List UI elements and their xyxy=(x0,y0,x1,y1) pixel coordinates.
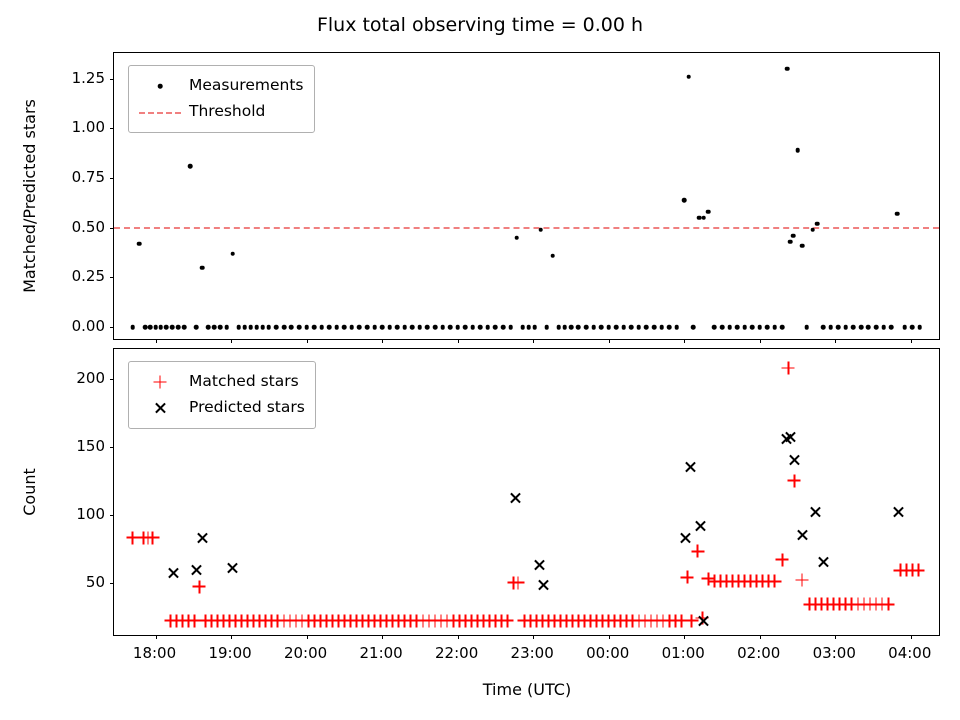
data-point xyxy=(395,325,400,330)
data-point xyxy=(557,325,562,330)
x-tick-label: 20:00 xyxy=(283,644,328,662)
data-point xyxy=(866,325,871,330)
data-point xyxy=(859,325,864,330)
data-point xyxy=(727,325,732,330)
data-point xyxy=(153,325,158,330)
data-point xyxy=(159,325,164,330)
x-tick xyxy=(835,339,836,343)
data-point xyxy=(380,325,385,330)
y-tick xyxy=(110,515,114,516)
y-tick-label: 0.25 xyxy=(71,267,105,286)
data-point xyxy=(533,559,546,572)
data-point xyxy=(236,325,241,330)
data-point xyxy=(902,325,907,330)
data-point xyxy=(851,325,856,330)
data-point xyxy=(486,325,491,330)
legend-entry xyxy=(137,395,305,421)
data-point xyxy=(170,325,175,330)
data-point xyxy=(532,325,537,330)
data-point xyxy=(782,362,795,375)
data-point xyxy=(874,325,879,330)
x-tick xyxy=(533,339,534,343)
y-tick xyxy=(110,128,114,129)
x-axis-label: Time (UTC) xyxy=(482,680,572,699)
data-point xyxy=(681,571,694,584)
y-tick-label: 1.00 xyxy=(71,118,105,137)
x-tick xyxy=(156,339,157,343)
x-tick xyxy=(231,339,232,343)
x-tick xyxy=(307,339,308,343)
data-point xyxy=(563,325,568,330)
x-tick-label: 21:00 xyxy=(359,644,403,662)
data-point xyxy=(882,598,895,611)
data-point xyxy=(188,164,193,169)
count-panel-legend xyxy=(128,361,316,429)
data-point xyxy=(659,325,664,330)
data-point xyxy=(520,325,525,330)
data-point xyxy=(773,325,778,330)
data-point xyxy=(196,531,209,544)
data-point xyxy=(637,325,642,330)
data-point xyxy=(212,325,217,330)
count-panel-axes xyxy=(113,348,940,636)
x-tick-label: 22:00 xyxy=(435,644,479,662)
data-point xyxy=(569,325,574,330)
x-tick xyxy=(760,339,761,343)
y-tick-label: 50 xyxy=(85,572,105,591)
data-point xyxy=(357,325,362,330)
data-point xyxy=(526,325,531,330)
data-point xyxy=(720,325,725,330)
y-tick-label: 100 xyxy=(76,504,105,523)
data-point xyxy=(512,576,525,589)
x-tick xyxy=(835,635,836,639)
data-point xyxy=(182,325,187,330)
data-point xyxy=(148,325,153,330)
legend-entry xyxy=(137,99,304,125)
data-point xyxy=(881,325,886,330)
data-point xyxy=(912,564,925,577)
y-tick xyxy=(110,277,114,278)
data-point xyxy=(674,325,679,330)
data-point xyxy=(508,325,513,330)
x-tick xyxy=(911,635,912,639)
data-point xyxy=(478,325,483,330)
data-point xyxy=(785,67,790,72)
ratio-panel-y-axis-label: Matched/Predicted stars xyxy=(20,99,39,293)
data-point xyxy=(691,545,704,558)
data-point xyxy=(402,325,407,330)
data-point xyxy=(791,233,796,238)
data-point xyxy=(783,431,796,444)
y-tick-label: 150 xyxy=(76,436,105,455)
data-point xyxy=(493,325,498,330)
y-tick-label: 200 xyxy=(76,368,105,387)
legend-label: Threshold xyxy=(189,102,266,121)
data-point xyxy=(289,325,294,330)
x-tick-label: 02:00 xyxy=(737,644,781,662)
y-tick-label: 0.75 xyxy=(71,168,105,187)
y-tick xyxy=(110,379,114,380)
data-point xyxy=(757,325,762,330)
y-tick xyxy=(110,79,114,80)
x-tick xyxy=(609,635,610,639)
data-point xyxy=(327,325,332,330)
data-point xyxy=(440,325,445,330)
data-point xyxy=(694,519,707,532)
y-tick xyxy=(110,447,114,448)
data-point xyxy=(682,198,687,203)
legend-label: Matched stars xyxy=(189,372,299,391)
y-tick xyxy=(110,228,114,229)
x-tick xyxy=(684,339,685,343)
data-point xyxy=(455,325,460,330)
data-point xyxy=(621,325,626,330)
data-point xyxy=(509,492,522,505)
x-tick-label: 00:00 xyxy=(586,644,630,662)
data-point xyxy=(218,325,223,330)
legend-marker xyxy=(137,103,183,121)
data-point xyxy=(143,325,148,330)
legend-entry xyxy=(137,73,304,99)
data-point xyxy=(297,325,302,330)
data-point xyxy=(176,325,181,330)
x-tick xyxy=(231,635,232,639)
data-point xyxy=(918,325,923,330)
data-point xyxy=(697,614,710,627)
chart-title: Flux total observing time = 0.00 h xyxy=(316,14,644,36)
legend-marker xyxy=(137,77,183,95)
data-point xyxy=(788,239,793,244)
data-point xyxy=(350,325,355,330)
data-point xyxy=(576,325,581,330)
legend-label: Predicted stars xyxy=(189,398,305,417)
data-point xyxy=(591,325,596,330)
data-point xyxy=(248,325,253,330)
x-tick xyxy=(760,635,761,639)
data-point xyxy=(828,325,833,330)
data-point xyxy=(312,325,317,330)
data-point xyxy=(501,614,514,627)
data-point xyxy=(335,325,340,330)
legend-entry xyxy=(137,369,305,395)
data-point xyxy=(679,531,692,544)
data-point xyxy=(282,325,287,330)
data-point xyxy=(137,241,142,246)
data-point xyxy=(537,579,550,592)
data-point xyxy=(544,325,549,330)
data-point xyxy=(804,325,809,330)
data-point xyxy=(551,253,556,258)
data-point xyxy=(410,325,415,330)
data-point xyxy=(267,325,272,330)
data-point xyxy=(706,210,711,215)
data-point xyxy=(260,325,265,330)
data-point xyxy=(821,325,826,330)
data-point xyxy=(224,325,229,330)
data-point xyxy=(463,325,468,330)
data-point xyxy=(629,325,634,330)
x-tick xyxy=(458,635,459,639)
data-point xyxy=(194,325,199,330)
data-point xyxy=(796,573,809,586)
data-point xyxy=(684,461,697,474)
data-point xyxy=(776,553,789,566)
data-point xyxy=(686,75,691,80)
data-point xyxy=(242,325,247,330)
data-point xyxy=(418,325,423,330)
data-point xyxy=(780,325,785,330)
threshold-line xyxy=(114,227,939,229)
data-point xyxy=(470,325,475,330)
y-tick-label: 0.00 xyxy=(71,317,105,336)
data-point xyxy=(768,575,781,588)
data-point xyxy=(910,325,915,330)
y-tick-label: 0.50 xyxy=(71,217,105,236)
data-point xyxy=(817,556,830,569)
data-point xyxy=(702,216,707,221)
x-tick-label: 19:00 xyxy=(208,644,252,662)
y-tick xyxy=(110,178,114,179)
data-point xyxy=(800,243,805,248)
data-point xyxy=(742,325,747,330)
x-tick-label: 18:00 xyxy=(132,644,177,662)
data-point xyxy=(788,454,801,467)
data-point xyxy=(365,325,370,330)
data-point xyxy=(387,325,392,330)
x-tick-label: 03:00 xyxy=(812,644,856,662)
data-point xyxy=(131,325,136,330)
data-point xyxy=(433,325,438,330)
legend-marker xyxy=(137,373,183,391)
x-tick xyxy=(382,339,383,343)
data-point xyxy=(809,506,822,519)
data-point xyxy=(254,325,259,330)
x-tick xyxy=(382,635,383,639)
data-point xyxy=(230,251,235,256)
data-point xyxy=(599,325,604,330)
data-point xyxy=(844,325,849,330)
data-point xyxy=(815,222,820,227)
x-tick xyxy=(307,635,308,639)
x-tick-label: 23:00 xyxy=(510,644,554,662)
y-tick xyxy=(110,327,114,328)
data-point xyxy=(319,325,324,330)
data-point xyxy=(514,235,519,240)
data-point xyxy=(691,325,696,330)
data-point xyxy=(372,325,377,330)
data-point xyxy=(644,325,649,330)
data-point xyxy=(164,325,169,330)
data-point xyxy=(538,227,543,232)
data-point xyxy=(304,325,309,330)
data-point xyxy=(167,567,180,580)
data-point xyxy=(226,561,239,574)
data-point xyxy=(274,325,279,330)
ratio-panel-legend xyxy=(128,65,315,133)
data-point xyxy=(810,227,815,232)
data-point xyxy=(342,325,347,330)
count-panel-y-axis-label: Count xyxy=(20,468,39,516)
data-point xyxy=(889,325,894,330)
data-point xyxy=(652,325,657,330)
data-point xyxy=(425,325,430,330)
y-tick-label: 1.25 xyxy=(71,68,105,87)
data-point xyxy=(200,265,205,270)
legend-label: Measurements xyxy=(189,76,304,95)
data-point xyxy=(892,506,905,519)
data-point xyxy=(788,474,801,487)
data-point xyxy=(614,325,619,330)
data-point xyxy=(795,148,800,153)
x-tick-label: 01:00 xyxy=(661,644,705,662)
data-point xyxy=(146,531,159,544)
data-point xyxy=(501,325,506,330)
x-tick xyxy=(609,339,610,343)
data-point xyxy=(448,325,453,330)
data-point xyxy=(712,325,717,330)
data-point xyxy=(735,325,740,330)
data-point xyxy=(750,325,755,330)
x-tick xyxy=(458,339,459,343)
legend-marker xyxy=(137,399,183,417)
y-tick xyxy=(110,583,114,584)
data-point xyxy=(206,325,211,330)
x-tick-label: 04:00 xyxy=(888,644,932,662)
data-point xyxy=(895,212,900,217)
data-point xyxy=(190,564,203,577)
data-point xyxy=(193,580,206,593)
x-tick xyxy=(156,635,157,639)
ratio-panel-axes xyxy=(113,52,940,340)
data-point xyxy=(584,325,589,330)
data-point xyxy=(667,325,672,330)
x-tick xyxy=(533,635,534,639)
x-tick xyxy=(684,635,685,639)
data-point xyxy=(765,325,770,330)
data-point xyxy=(836,325,841,330)
data-point xyxy=(796,529,809,542)
x-tick xyxy=(911,339,912,343)
data-point xyxy=(606,325,611,330)
